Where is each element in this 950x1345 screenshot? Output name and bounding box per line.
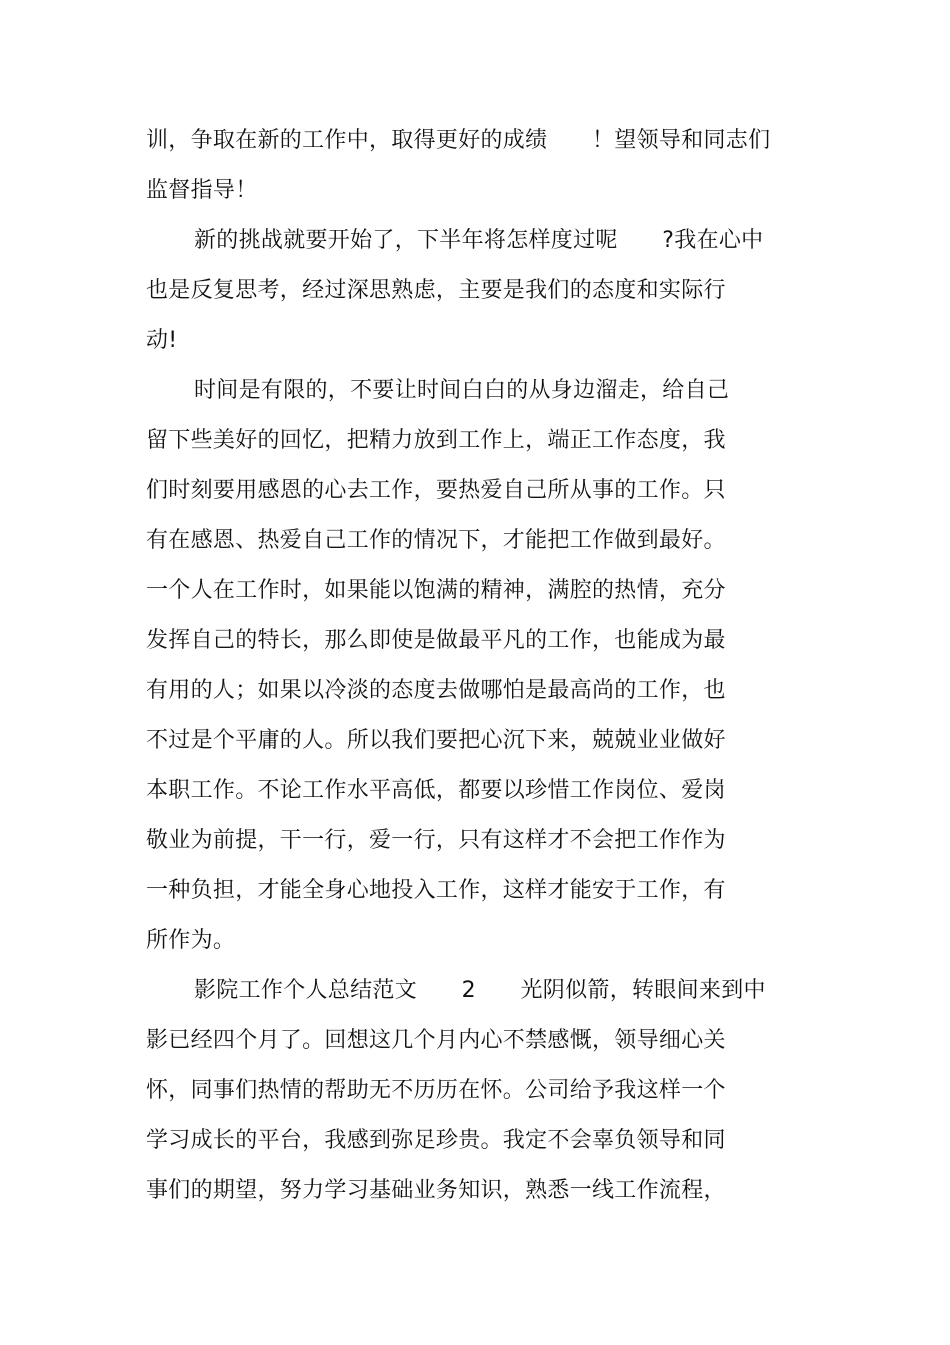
text-line: 发挥自己的特长，那么即使是做最平凡的工作，也能成为最: [146, 628, 726, 653]
text-line: 怀，同事们热情的帮助无不历历在怀。公司给予我这样一个: [146, 1078, 726, 1103]
text-line: 本职工作。不论工作水平高低，都要以珍惜工作岗位、爱岗: [146, 778, 726, 803]
text-line: 不过是个平庸的人。所以我们要把心沉下来，兢兢业业做好: [146, 728, 726, 753]
text-line: 动!: [146, 328, 178, 353]
text-line: 学习成长的平台，我感到弥足珍贵。我定不会辜负领导和同: [146, 1128, 726, 1153]
paragraph-start-line: 影院工作个人总结范文 2 光阴似箭，转眼间来到中: [194, 978, 766, 1003]
text-line: 也是反复思考，经过深思熟虑，主要是我们的态度和实际行: [146, 278, 726, 303]
text-line: 训，争取在新的工作中，取得更好的成绩 ！望领导和同志们: [146, 128, 771, 153]
text-line: 一种负担，才能全身心地投入工作，这样才能安于工作，有: [146, 878, 726, 903]
text-line: 们时刻要用感恩的心去工作，要热爱自己所从事的工作。只: [146, 478, 726, 503]
text-line: 影已经四个月了。回想这几个月内心不禁感慨，领导细心关: [146, 1028, 726, 1053]
text-line: 有用的人；如果以冷淡的态度去做哪怕是最高尚的工作，也: [146, 678, 726, 703]
text-line: 留下些美好的回忆，把精力放到工作上，端正工作态度，我: [146, 428, 726, 453]
text-line: 有在感恩、热爱自己工作的情况下，才能把工作做到最好。: [146, 528, 726, 553]
text-line: 一个人在工作时，如果能以饱满的精神，满腔的热情，充分: [146, 578, 726, 603]
text-line: 所作为。: [146, 928, 236, 953]
text-line: 事们的期望，努力学习基础业务知识，熟悉一线工作流程，: [146, 1178, 726, 1203]
text-line: 监督指导！: [146, 178, 258, 203]
paragraph-start-line: 时间是有限的，不要让时间白白的从身边溜走，给自己: [194, 378, 730, 403]
paragraph-start-line: 新的挑战就要开始了，下半年将怎样度过呢 ?我在心中: [194, 228, 764, 253]
text-line: 敬业为前提，干一行，爱一行，只有这样才不会把工作作为: [146, 828, 726, 853]
